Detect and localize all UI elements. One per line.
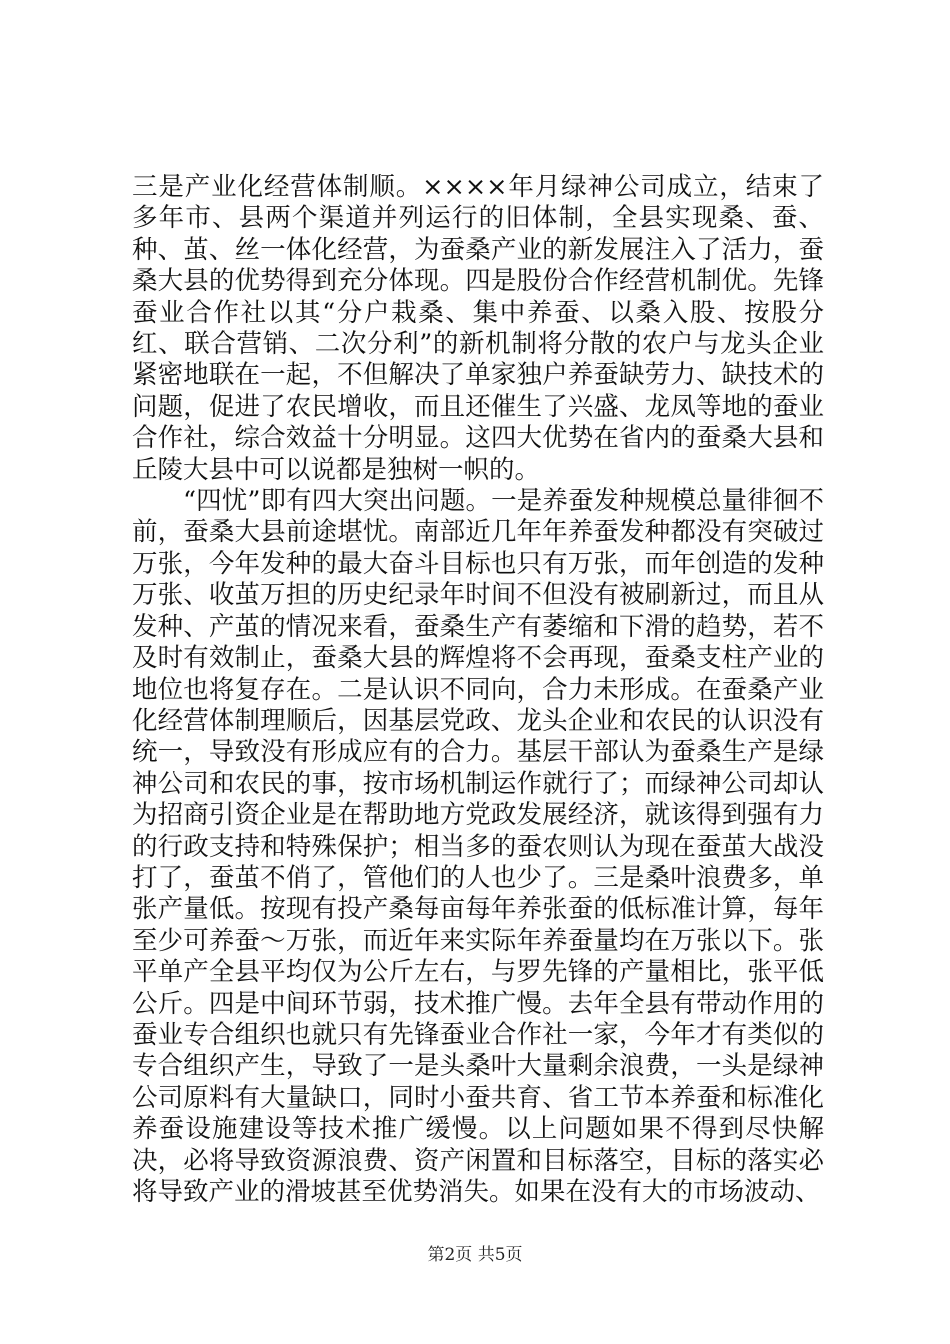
paragraph-2: “四忧”即有四大突出问题。一是养蚕发种规模总量徘徊不前，蚕桑大县前途堪忧。南部近几年年养蚕发种都没有突破过万张，今年发种的最大奋斗目标也只有万张，而年创造的发种万张、收茧万担的历史纪录年时间不但没有被刷新过，而且从发种、产茧的情况来看，蚕桑生产有萎缩和下滑的趋势，若不及时有效制止，蚕桑大县的辉煌将不会再现，蚕桑支柱产业的地位也将复存在。二是认识不同向，合力未形成。在蚕桑产业化经营体制理顺后，因基层党政、龙头企业和农民的认识没有统一，导致没有形成应有的合力。基层干部认为蚕桑生产是绿神公司和农民的事，按市场机制运作就行了；而绿神公司却认为招商引资企业是在帮助地方党政发展经济，就该得到强有力的行政支持和特殊保护；相当多的蚕农则认为现在蚕茧大战没打了，蚕茧不俏了，管他们的人也少了。三是桑叶浪费多，单张产量低。按现有投产桑每亩每年养张蚕的低标准计算，每年至少可养蚕～万张，而近年来实际年养蚕量均在万张以下。张平单产全县平均仅为公斤左右，与罗先锋的产量相比，张平低公斤。四是中间环节弱，技术推广慢。去年全县有带动作用的蚕业专合组织也就只有先锋蚕业合作社一家，今年才有类似的专合组织产生，导致了一是头桑叶大量剩余浪费，一头是绿神公司原料有大量缺口，同时小蚕共育、省工节本养蚕和标准化养蚕设施建设等技术推广缓慢。以上问题如果不得到尽快解决，必将导致资源浪费、资产闲置和目标落空，目标的落实必将导致产业的滑坡甚至优势消失。如果在没有大的市场波动、 — [132, 486, 824, 1207]
page-number-footer: 第2页 共5页 — [427, 1245, 523, 1265]
document-body — [132, 172, 824, 1208]
paragraph-1: 三是产业化经营体制顺。××××年月绿神公司成立，结束了多年市、县两个渠道并列运行的旧体制，全县实现桑、蚕、种、茧、丝一体化经营，为蚕桑产业的新发展注入了活力，蚕桑大县的优势得到充分体现。四是股份合作经营机制优。先锋蚕业合作社以其“分户栽桑、集中养蚕、以桑入股、按股分红、联合营销、二次分利”的新机制将分散的农户与龙头企业紧密地联在一起，不但解决了单家独户养蚕缺劳力、缺技术的问题，促进了农民增收，而且还催生了兴盛、龙凤等地的蚕业合作社，综合效益十分明显。这四大优势在省内的蚕桑大县和丘陵大县中可以说都是独树一帜的。 — [132, 172, 824, 485]
